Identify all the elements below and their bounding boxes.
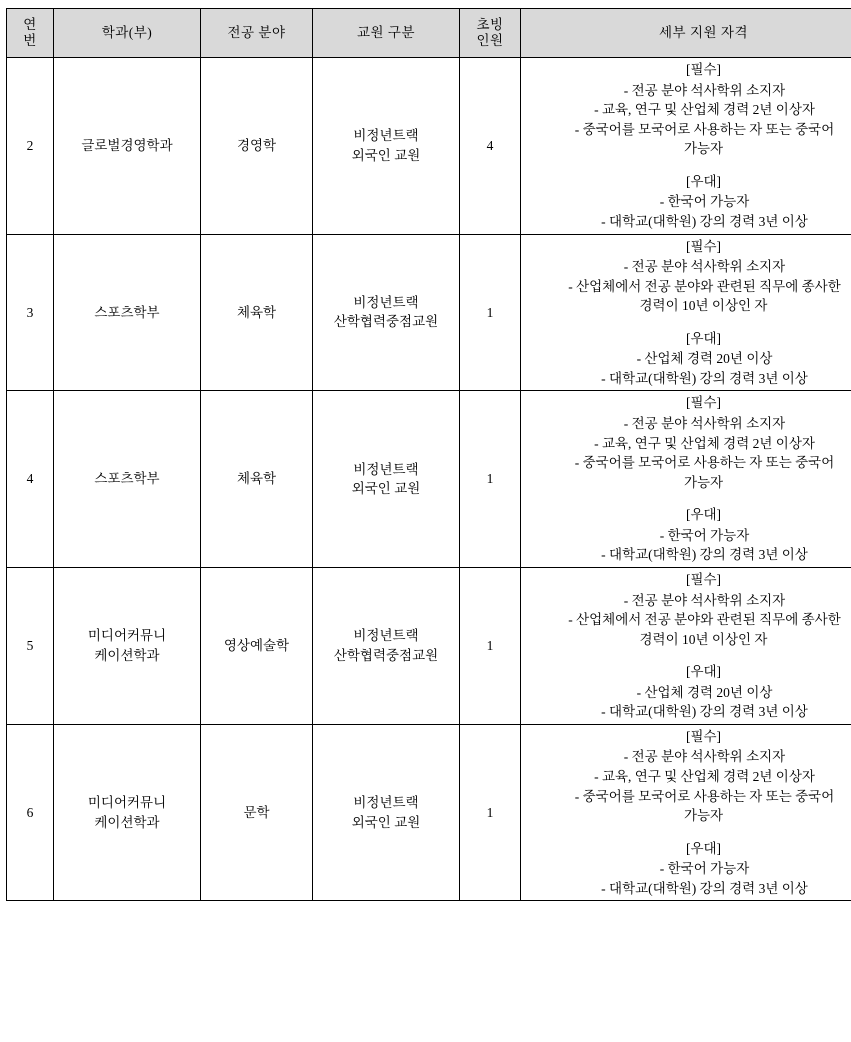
cell-detail [521,58,851,235]
table-body [7,58,851,901]
preferred-item: - 한국어 가능자 [659,527,750,543]
required-item: - 산업체에서 전공 분야와 관련된 직무에 종사한 [568,612,841,628]
cell-no: 6 [7,724,54,901]
column-header-no-line2: 번 [23,33,37,48]
column-header-count-line1: 초빙 [476,17,504,33]
cell-position-type-line2: 외국인 교원 [351,814,421,830]
preferred-item: - 대학교(대학원) 강의 경력 3년 이상 [601,880,808,896]
cell-department-line1: 미디어커뮤니 [87,795,167,811]
required-item: - 교육, 연구 및 산업체 경력 2년 이상자 [594,769,815,784]
cell-major: 문학 [201,724,313,901]
cell-position-type-line1: 비정년트랙 [353,795,419,811]
cell-position-type [313,724,460,901]
table-header [7,9,851,58]
cell-detail [521,234,851,391]
cell-no: 4 [7,391,54,568]
cell-count: 4 [460,58,521,235]
required-item: - 전공 분야 석사학위 소지자 [623,416,786,431]
preferred-item: - 산업체 경력 20년 이상 [636,351,773,367]
cell-department: 스포츠학부 [54,234,201,391]
cell-position-type [313,567,460,724]
preferred-item: - 한국어 가능자 [659,194,750,210]
cell-position-type-line2: 외국인 교원 [351,481,421,497]
preferred-item: - 대학교(대학원) 강의 경력 3년 이상 [601,547,808,563]
preferred-item: - 산업체 경력 20년 이상 [636,684,773,700]
required-item: - 교육, 연구 및 산업체 경력 2년 이상자 [594,102,815,118]
column-header-count [460,9,521,58]
cell-position-type-line2: 산학협력중점교원 [333,314,439,330]
cell-position-type [313,58,460,235]
required-item: - 중국어를 모국어로 사용하는 자 또는 중국어 [574,788,835,804]
required-heading: [필수] [685,395,722,411]
column-header-department: 학과(부) [54,9,201,58]
cell-department: 스포츠학부 [54,391,201,568]
required-item-continuation: 경력이 10년 이상인 자 [639,298,768,314]
block-spacer [524,826,851,839]
cell-count: 1 [460,234,521,391]
preferred-heading: [우대] [685,507,722,523]
required-heading: [필수] [685,238,722,254]
cell-department: 글로벌경영학과 [54,58,201,235]
cell-department-line1: 미디어커뮤니 [87,628,167,644]
cell-detail [521,391,851,568]
cell-no: 2 [7,58,54,235]
cell-major: 체육학 [201,391,313,568]
column-header-no [7,9,54,58]
preferred-block [524,329,851,389]
cell-detail [521,567,851,724]
cell-position-type [313,234,460,391]
preferred-item: - 대학교(대학원) 강의 경력 3년 이상 [601,704,808,720]
cell-position-type-line1: 비정년트랙 [353,128,419,144]
required-item: - 교육, 연구 및 산업체 경력 2년 이상자 [594,435,815,451]
cell-department-line2: 케이션학과 [94,647,160,663]
block-spacer [524,649,851,662]
required-item: - 전공 분야 석사학위 소지자 [623,592,786,608]
column-header-no-line1: 연 [23,17,37,33]
preferred-heading: [우대] [685,330,722,346]
required-heading: [필수] [685,571,722,587]
cell-count: 1 [460,567,521,724]
table-row [7,567,851,724]
block-spacer [524,492,851,505]
required-item-continuation: 경력이 10년 이상인 자 [639,631,768,647]
table-row [7,391,851,568]
preferred-item: - 한국어 가능자 [659,861,750,877]
cell-no: 3 [7,234,54,391]
required-heading: [필수] [685,728,722,744]
preferred-block [524,662,851,722]
cell-position-type [313,391,460,568]
required-item: - 전공 분야 석사학위 소지자 [623,259,786,275]
preferred-block [524,172,851,232]
preferred-heading: [우대] [685,840,722,856]
faculty-recruitment-table [6,8,851,901]
required-item: - 중국어를 모국어로 사용하는 자 또는 중국어 [574,455,835,471]
required-heading: [필수] [685,62,722,77]
header-row [7,9,851,58]
preferred-item: - 대학교(대학원) 강의 경력 3년 이상 [601,213,808,229]
block-spacer [524,316,851,329]
cell-department [54,724,201,901]
required-item-continuation: 가능자 [683,808,724,824]
required-block [524,570,851,649]
cell-position-type-line1: 비정년트랙 [353,628,419,644]
table-row [7,724,851,901]
required-item-continuation: 가능자 [683,474,724,490]
preferred-heading: [우대] [685,173,722,189]
table-row [7,234,851,391]
required-item: - 전공 분야 석사학위 소지자 [623,82,786,98]
required-item: - 전공 분야 석사학위 소지자 [623,749,786,765]
cell-position-type-line2: 산학협력중점교원 [333,647,439,663]
cell-position-type-line2: 외국인 교원 [351,147,421,163]
required-item: - 산업체에서 전공 분야와 관련된 직무에 종사한 [568,278,841,294]
preferred-block [524,839,851,899]
required-block [524,237,851,316]
cell-department-line2: 케이션학과 [94,814,160,830]
block-spacer [524,159,851,172]
cell-major: 체육학 [201,234,313,391]
cell-major: 경영학 [201,58,313,235]
cell-department [54,567,201,724]
preferred-item: - 대학교(대학원) 강의 경력 3년 이상 [601,370,808,386]
cell-no: 5 [7,567,54,724]
column-header-major: 전공 분야 [201,9,313,58]
required-item-continuation: 가능자 [683,141,724,157]
cell-count: 1 [460,391,521,568]
cell-position-type-line1: 비정년트랙 [353,294,419,310]
column-header-detail: 세부 지원 자격 [521,9,851,58]
required-block [524,60,851,159]
required-item: - 중국어를 모국어로 사용하는 자 또는 중국어 [574,121,835,137]
table-row [7,58,851,235]
cell-count: 1 [460,724,521,901]
preferred-heading: [우대] [685,664,722,680]
cell-detail [521,724,851,901]
column-header-count-line2: 인원 [476,33,504,48]
required-block [524,393,851,492]
cell-position-type-line1: 비정년트랙 [353,461,419,477]
cell-major: 영상예술학 [201,567,313,724]
column-header-position-type: 교원 구분 [313,9,460,58]
required-block [524,727,851,826]
preferred-block [524,505,851,565]
